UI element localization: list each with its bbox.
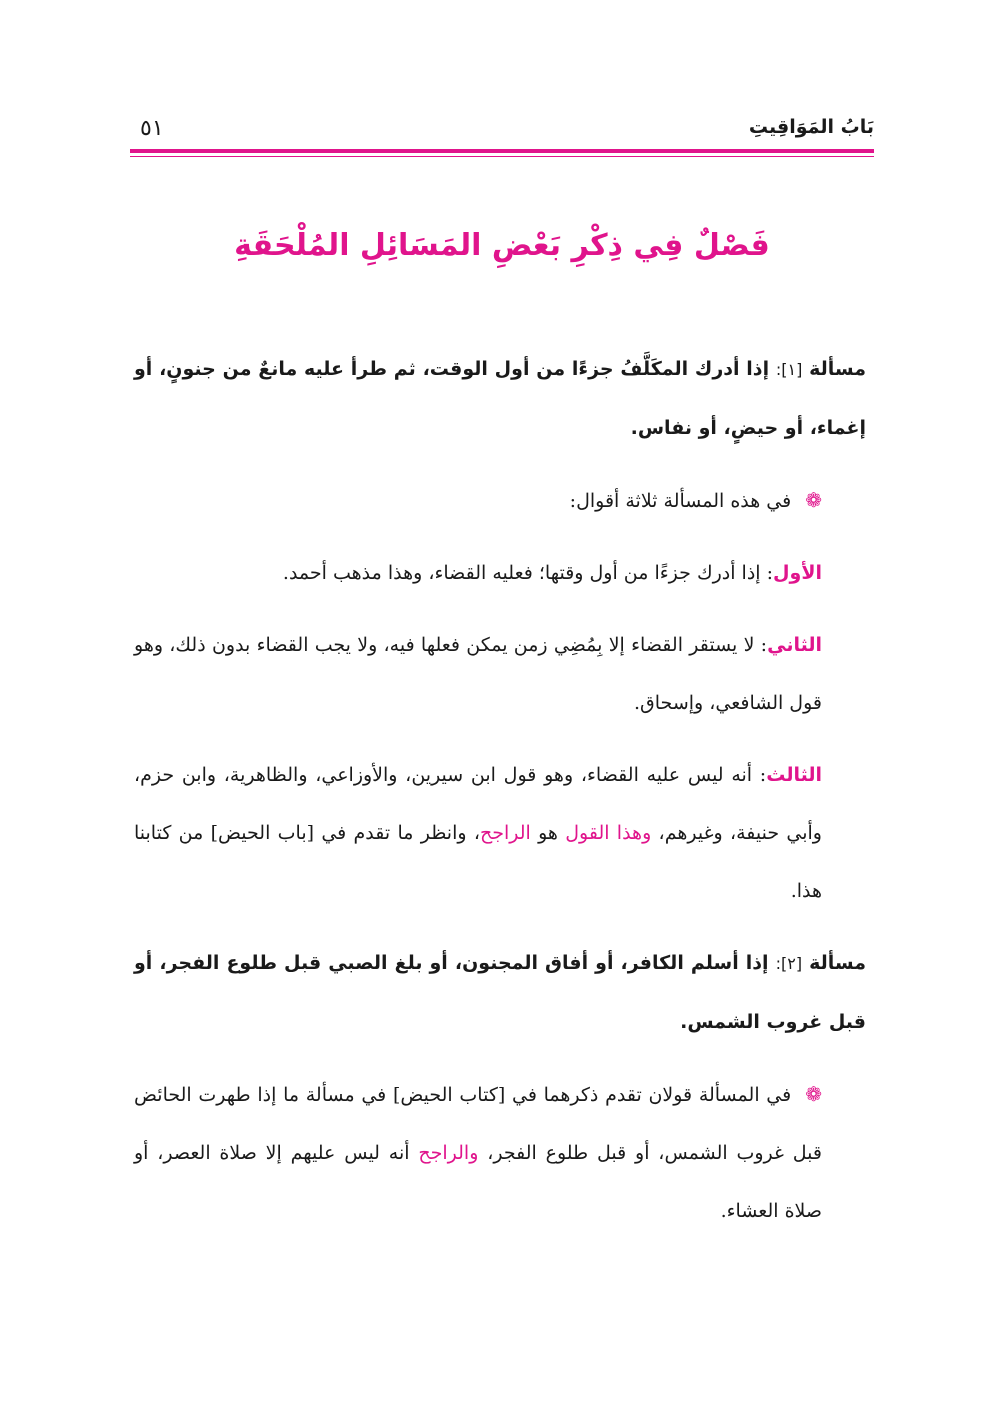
header-rule-thick [130,149,874,153]
question-1 [134,340,866,457]
opinion-2 [134,616,866,732]
section-heading: فَصْلٌ فِي ذِكْرِ بَعْضِ المَسَائِلِ المُلْحَقَةِ [234,228,770,263]
body-text [134,340,866,1254]
answer-text: في المسألة قولان تقدم ذكرهما في [كتاب الحيض] في مسألة ما إذا طهرت الحائض قبل غروب الشمس، أو قبل طلوع الفجر، [134,1084,823,1164]
opinion-3 [134,746,866,920]
answer-text: أنه ليس عليهم إلا صلاة العصر، أو صلاة العشاء. [134,1142,822,1222]
highlight-text: والراجح [418,1142,479,1164]
intro-text: في هذه المسألة ثلاثة أقوال: [569,490,792,512]
opinion-text: ، وانظر ما تقدم في [باب الحيض] من كتابنا هذا. [134,822,822,902]
opinion-label: الأول [773,562,822,584]
question-text: إذا أدرك المكَلَّفُ جزءًا من أول الوقت، ثم طرأ عليه مانعٌ من جنونٍ، أو إغماء، أو حيضٍ، أو نفاس. [134,358,866,439]
question-number: [١]: [775,360,803,379]
opinion-text: : أنه ليس عليه القضاء، وهو قول ابن سيرين، والأوزاعي، والظاهرية، وابن حزم، وأبي حنيفة، وغيرهم، [134,764,822,844]
answer-2 [134,1065,866,1240]
flower-bullet-icon: ❁ [805,1082,822,1106]
question-label: مسألة [809,358,866,380]
opinion-label: الثاني [767,634,822,656]
page-number: ٥١ [140,116,164,141]
question-number: [٢]: [775,954,803,973]
header-rule-thin [130,156,874,157]
opinion-1 [134,544,866,602]
running-head [130,112,874,152]
opinion-text: هو [530,822,566,844]
highlight-text: الراجح [479,822,531,844]
highlight-text: وهذا القول [565,822,652,844]
opinion-text: : إذا أدرك جزءًا من أول وقتها؛ فعليه القضاء، وهذا مذهب أحمد. [282,562,774,584]
chapter-title: بَابُ المَوَاقِيتِ [748,116,874,138]
opinion-text: : لا يستقر القضاء إلا بِمُضِي زمن يمكن فعلها فيه، ولا يجب القضاء بدون ذلك، وهو قول الشافعي، وإسحاق. [134,634,822,714]
opinion-label: الثالث [766,764,822,786]
question-text: إذا أسلم الكافر، أو أفاق المجنون، أو بلغ الصبي قبل طلوع الفجر، أو قبل غروب الشمس. [134,952,866,1033]
intro-paragraph [134,471,866,530]
question-2 [134,934,866,1051]
question-label: مسألة [809,952,866,974]
flower-bullet-icon: ❁ [805,488,822,512]
